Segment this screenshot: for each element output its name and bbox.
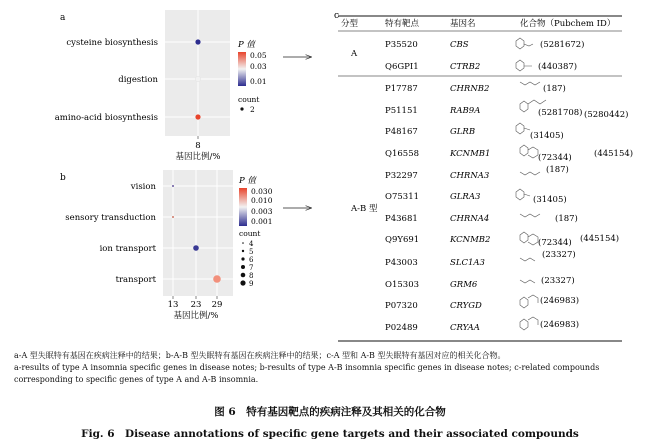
caption-chinese: a-A 型失眠特有基因在疾病注释中的结果；b-A-B 型失眠特有基因在疾病注释中的结果；c-A 型和 A-B 型失眠特有基因对应的相关化合物。 bbox=[14, 351, 506, 360]
table-body bbox=[385, 39, 633, 333]
table-cell-gene: CBS bbox=[450, 40, 469, 50]
compound-structure bbox=[520, 232, 538, 245]
panel-a-colorbar-tick: 0.05 bbox=[250, 51, 267, 60]
panel-b-size-legend-dot bbox=[242, 242, 244, 244]
compound-structure bbox=[516, 189, 530, 200]
caption-english bbox=[14, 362, 654, 385]
table-header: 基因名 bbox=[450, 19, 476, 29]
table-cell-gene: GRM6 bbox=[450, 280, 478, 290]
table-cell-target: P07320 bbox=[385, 301, 418, 311]
panel-a-colorbar-tick: 0.01 bbox=[250, 77, 267, 86]
table-cell-target: P17787 bbox=[385, 84, 418, 94]
panel-b-xtick-label: 23 bbox=[190, 300, 202, 310]
panel-a-ytick-label: amino-acid biosynthesis bbox=[54, 113, 158, 123]
panel-b-label: b bbox=[60, 173, 66, 183]
panel-a-label: a bbox=[60, 13, 66, 23]
table-header: 化合物（Pubchem ID） bbox=[520, 19, 616, 29]
table-cell-compound-id: (23327) bbox=[541, 276, 575, 286]
panel-a-size-legend-label: 2 bbox=[250, 105, 255, 114]
table-cell-compound-id: (5281672) bbox=[540, 40, 585, 50]
panel-b-ytick-label: ion transport bbox=[99, 244, 156, 254]
table-cell-compound-id: (187) bbox=[543, 84, 566, 94]
compound-structure bbox=[516, 38, 533, 49]
panel-b-legend-size-title: count bbox=[239, 229, 261, 238]
table-cell-compound-id: (23327) bbox=[542, 250, 576, 260]
table-cell-compound-id: (440387) bbox=[538, 62, 578, 72]
table-cell-target: Q6GPI1 bbox=[385, 62, 419, 72]
table-cell-gene: KCNMB2 bbox=[450, 235, 491, 245]
compound-structure bbox=[520, 172, 540, 175]
table-cell-gene: CRYGD bbox=[450, 301, 482, 311]
panel-b-point-vision bbox=[172, 185, 174, 187]
panel-a-xtick-label: 8 bbox=[195, 141, 201, 151]
table-cell-target: Q16558 bbox=[385, 149, 420, 159]
panel-b-point-transport bbox=[213, 275, 221, 283]
panel-a-legend-size-title: count bbox=[238, 95, 260, 104]
table-cell-gene: CHRNA4 bbox=[450, 214, 490, 224]
panel-b-legend-color-title: P 值 bbox=[239, 176, 256, 186]
panel-c-label: c bbox=[334, 11, 340, 21]
compound-structure bbox=[520, 317, 538, 330]
compound-structure bbox=[520, 145, 538, 158]
panel-b-ytick-label: vision bbox=[130, 182, 156, 192]
panel-a-colorbar bbox=[238, 52, 246, 86]
compound-structure bbox=[520, 280, 535, 283]
panel-a-point-digestion bbox=[195, 76, 200, 81]
table-cell-compound-id: (445154) bbox=[594, 149, 634, 159]
panel-b-size-legend-label: 8 bbox=[249, 272, 254, 280]
table-cell-target: Q9Y691 bbox=[385, 235, 420, 245]
compound-structure bbox=[520, 214, 540, 217]
panel-a-size-legend-dot bbox=[240, 107, 243, 110]
caption-english-line: corresponding to specific genes of type A and A-B insomnia. bbox=[14, 374, 259, 384]
table-cell-target: P48167 bbox=[385, 127, 418, 137]
table-cell-target: P43681 bbox=[385, 214, 418, 224]
panel-a-point-amino-acid bbox=[195, 114, 200, 119]
table-cell-target: P02489 bbox=[385, 323, 418, 333]
table-cell-gene: CRYAA bbox=[450, 323, 480, 333]
panel-a-colorbar-tick: 0.03 bbox=[250, 62, 267, 71]
compound-structure bbox=[520, 295, 538, 308]
panel-a-ytick-label: digestion bbox=[118, 75, 158, 85]
compound-structure bbox=[520, 258, 535, 261]
panel-b-colorbar-tick: 0.010 bbox=[251, 196, 273, 205]
panel-b-size-legend-label: 9 bbox=[249, 280, 254, 288]
figure-title-english: Fig. 6 Disease annotations of specific gene targets and their associated compounds bbox=[81, 428, 579, 440]
panel-b-xtick-label: 29 bbox=[211, 300, 223, 310]
table-cell-target: P32297 bbox=[385, 171, 418, 181]
panel-b-size-legend-dot bbox=[242, 250, 244, 252]
table-cell-target: O75311 bbox=[385, 192, 420, 202]
panel-b-colorbar-tick: 0.003 bbox=[251, 207, 273, 216]
panel-a-point-cysteine bbox=[195, 39, 200, 44]
table-cell-gene: CHRNA3 bbox=[450, 171, 490, 181]
table-cell-compound-id: (31405) bbox=[530, 131, 564, 141]
panel-b-colorbar-tick: 0.001 bbox=[251, 217, 273, 226]
panel-a-ytick-label: cysteine biosynthesis bbox=[66, 38, 158, 48]
table-cell-compound-id: (5280442) bbox=[584, 110, 629, 120]
table-header: 分型 bbox=[341, 19, 359, 29]
table-cell-gene: SLC1A3 bbox=[450, 258, 485, 268]
table-group-type: A bbox=[351, 49, 358, 59]
table-group-type: A-B 型 bbox=[351, 204, 378, 214]
table-cell-gene: GLRA3 bbox=[450, 192, 481, 202]
panel-b-point-sensory-transduction bbox=[172, 216, 174, 218]
compound-structure bbox=[516, 123, 530, 134]
panel-b-size-legend-dot bbox=[241, 265, 245, 269]
table-cell-compound-id: (445154) bbox=[580, 234, 620, 244]
panel-b-xlabel: 基因比例/% bbox=[173, 311, 219, 321]
panel-b-size-legend-label: 7 bbox=[249, 264, 254, 272]
table-cell-target: P51151 bbox=[385, 106, 418, 116]
table-cell-gene: CHRNB2 bbox=[450, 84, 490, 94]
compound-structure bbox=[520, 82, 540, 85]
compound-structure bbox=[516, 60, 532, 71]
table-cell-gene: KCNMB1 bbox=[450, 149, 491, 159]
panel-a-legend-color-title: P 值 bbox=[238, 40, 255, 50]
table-cell-compound-id: (246983) bbox=[540, 320, 580, 330]
caption-english-line: a-results of type A insomnia specific genes in disease notes; b-results of type A-B insomnia specific genes in disease notes; c-related compounds bbox=[14, 363, 600, 372]
table-cell-target: P43003 bbox=[385, 258, 418, 268]
panel-b-size-legend-dot bbox=[241, 257, 244, 260]
panel-b-size-legend-dot bbox=[241, 273, 246, 278]
table-cell-compound-id: (72344) bbox=[538, 153, 572, 163]
panel-b-ytick-label: transport bbox=[115, 275, 156, 285]
panel-b-xtick-label: 13 bbox=[167, 300, 179, 310]
figure-title-chinese: 图 6 特有基因靶点的疾病注释及其相关的化合物 bbox=[214, 406, 446, 418]
table-cell-target: O15303 bbox=[385, 280, 420, 290]
panel-b-colorbar bbox=[239, 188, 247, 226]
table-cell-gene: CTRB2 bbox=[450, 62, 481, 72]
panel-b-size-legend-label: 5 bbox=[249, 248, 254, 256]
table-cell-compound-id: (31405) bbox=[533, 195, 567, 205]
panel-b-ytick-label: sensory transduction bbox=[65, 213, 156, 223]
table-cell-compound-id: (5281708) bbox=[538, 108, 583, 118]
panel-a-xlabel: 基因比例/% bbox=[175, 152, 221, 162]
table-cell-gene: RAB9A bbox=[450, 106, 481, 116]
compound-structures bbox=[516, 38, 546, 330]
table-cell-compound-id: (187) bbox=[555, 214, 578, 224]
panel-b-point-ion-transport bbox=[193, 245, 199, 251]
table-cell-compound-id: (72344) bbox=[538, 238, 572, 248]
table-cell-compound-id: (187) bbox=[546, 165, 569, 175]
table-header: 特有靶点 bbox=[385, 19, 420, 29]
panel-b-size-legend-label: 6 bbox=[249, 256, 254, 264]
panel-b-size-legend-label: 4 bbox=[249, 240, 254, 248]
table-cell-compound-id: (246983) bbox=[540, 296, 580, 306]
panel-b-size-legend-dot bbox=[240, 280, 245, 285]
panel-b-colorbar-tick: 0.030 bbox=[251, 187, 273, 196]
table-cell-target: P35520 bbox=[385, 40, 418, 50]
table-cell-gene: GLRB bbox=[450, 127, 476, 137]
